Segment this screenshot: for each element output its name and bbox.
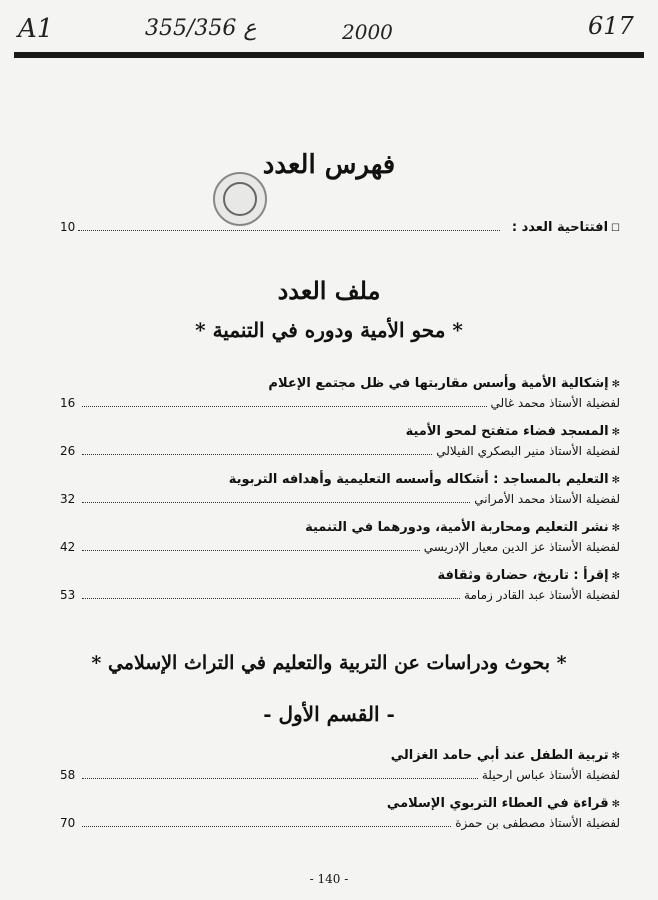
toc-item-page: 58 [60,768,76,782]
toc-item-title-row [60,424,620,444]
handwritten-year: 2000 [342,20,393,44]
toc-item-title: ✻إشكالية الأمية وأسس مقاربتها في ظل مجتمع الإعلام [268,376,620,391]
page-title: فهرس العدد [262,150,396,180]
toc-row-intro [60,220,620,240]
toc-item-title-row [60,748,620,768]
toc-item-author-row [60,816,620,836]
star-bullet-icon: ✻ [611,523,620,534]
intro-page: 10 [60,220,76,234]
toc-item-title-row [60,472,620,492]
toc-item-title: ✻التعليم بالمساجد : أشكاله وأسسه التعليمية وأهدافه التربوية [228,472,620,487]
toc-item-page: 16 [60,396,76,410]
page-number: - 140 - [309,872,349,886]
library-stamp [213,172,267,226]
handwritten-ref-right: 617 [588,12,634,40]
research-section-title: * بحوث ودراسات عن التربية والتعليم في التراث الإسلامي * [91,652,567,674]
toc-item-title: ✻تربية الطفل عند أبي حامد الغزالي [390,748,620,763]
toc-item-author-row [60,588,620,608]
toc-item-title-row [60,796,620,816]
star-bullet-icon: ✻ [611,475,620,486]
toc-item-title: ✻نشر التعليم ومحاربة الأمية، ودورهما في التنمية [305,520,620,535]
leader-dots [82,597,460,599]
star-bullet-icon: ✻ [611,427,620,438]
toc-item-title-row [60,568,620,588]
toc-item-author-row [60,540,620,560]
file-section-subtitle: * محو الأمية ودوره في التنمية * [195,318,463,342]
handwritten-ref-left: A1 [18,14,54,44]
header-rule [14,52,644,58]
toc-item-author: لفضيلة الأستاذ عز الدين معيار الإدريسي [423,540,620,554]
toc-item-title-row [60,376,620,396]
leader-dots [82,405,487,407]
leader-dots [82,549,420,551]
square-bullet-icon: ☐ [611,223,620,234]
toc-item-author: لفضيلة الأستاذ منير البصكري الفيلالي [436,444,620,458]
toc-item-author: لفضيلة الأستاذ محمد الأمراني [474,492,620,506]
star-bullet-icon: ✻ [611,379,620,390]
toc-item-title-row [60,520,620,540]
toc-item-author-row [60,768,620,788]
toc-item-author: لفضيلة الأستاذ مصطفى بن حمزة [455,816,620,830]
handwritten-ref-code: 355/356 ع [145,16,257,41]
research-section-subtitle: - القسم الأول - [263,702,395,726]
toc-item-author-row [60,444,620,464]
toc-item-page: 26 [60,444,76,458]
intro-label: ☐افتتاحية العدد : [511,220,620,235]
toc-item-author-row [60,492,620,512]
toc-item-author: لفضيلة الأستاذ عبد القادر زمامة [464,588,620,602]
star-bullet-icon: ✻ [611,571,620,582]
leader-dots [82,453,432,455]
toc-item-title: ✻المسجد فضاء متفتح لمحو الأمية [405,424,620,439]
toc-item-author-row [60,396,620,416]
toc-item-author: لفضيلة الأستاذ محمد غالي [490,396,620,410]
toc-item-title: ✻قراءة في العطاء التربوي الإسلامي [386,796,620,811]
leader-dots [78,229,500,231]
leader-dots [82,777,478,779]
file-section-title: ملف العدد [277,276,381,305]
toc-item-page: 53 [60,588,76,602]
toc-item-page: 32 [60,492,76,506]
toc-item-author: لفضيلة الأستاذ عباس ارحيلة [481,768,620,782]
leader-dots [82,825,451,827]
leader-dots [82,501,470,503]
toc-item-title: ✻إقرأ : تاريخ، حضارة وثقافة [437,568,620,583]
toc-item-page: 42 [60,540,76,554]
star-bullet-icon: ✻ [611,799,620,810]
toc-item-page: 70 [60,816,76,830]
star-bullet-icon: ✻ [611,751,620,762]
